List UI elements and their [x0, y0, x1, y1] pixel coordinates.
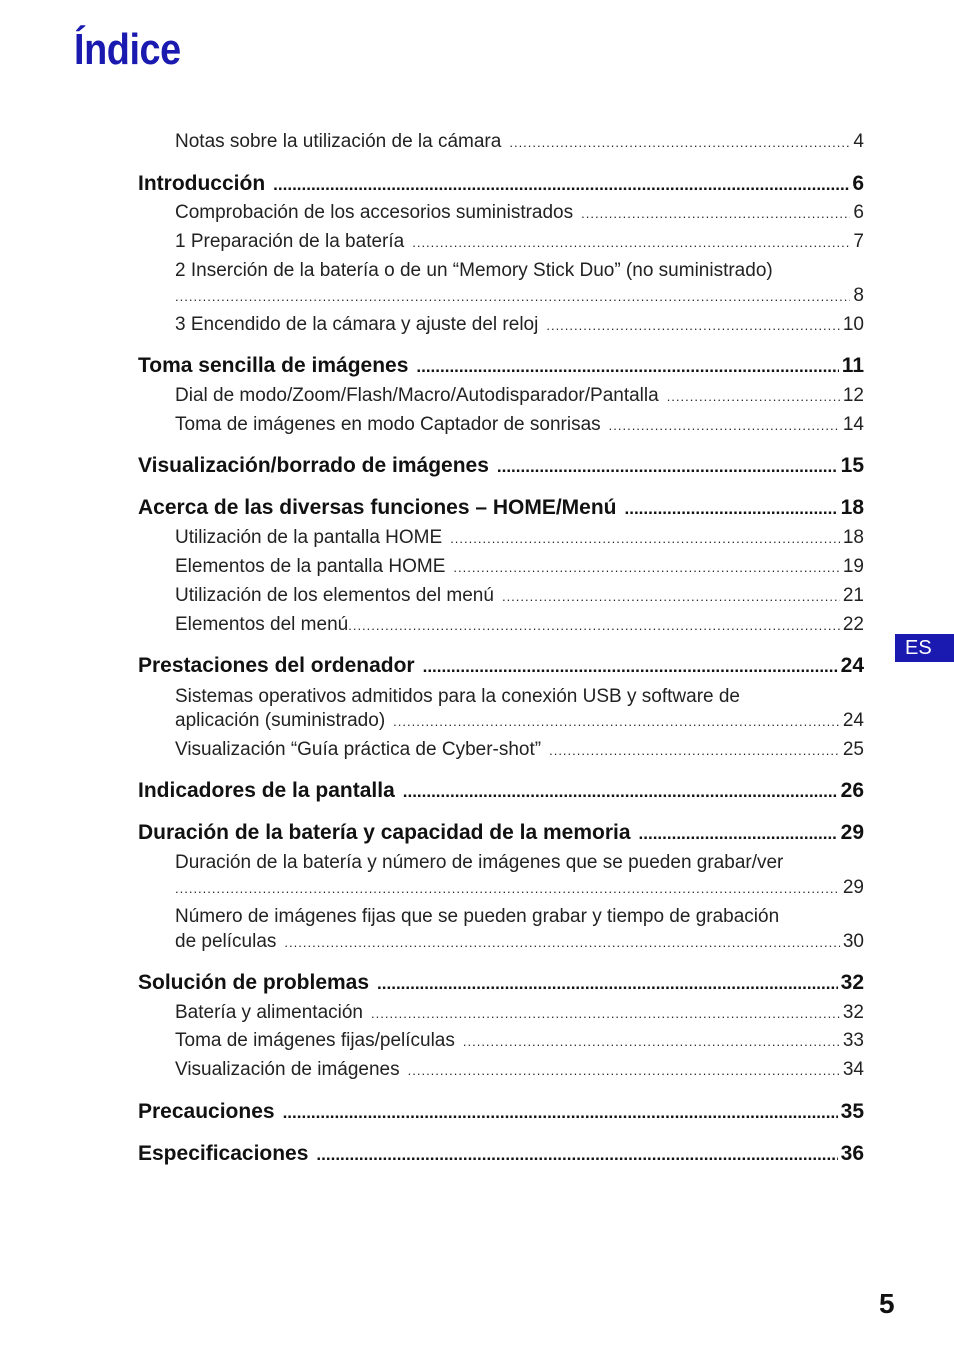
leader-dots	[509, 135, 850, 150]
toc-entry-page: 34	[842, 1059, 864, 1080]
toc-entry[interactable]	[175, 314, 864, 336]
leader-dots	[625, 499, 838, 519]
toc-entry[interactable]	[175, 1002, 864, 1024]
leader-dots	[348, 618, 840, 633]
toc-section-label: Acerca de las diversas funciones – HOME/Menú	[138, 496, 617, 519]
page-number: 5	[879, 1288, 895, 1319]
toc-entry-first-line[interactable]: Duración de la batería y número de imágenes que se pueden grabar/ver	[175, 852, 784, 873]
toc-entry-first-line[interactable]: 2 Inserción de la batería o de un “Memory Stick Duo” (no suministrado)	[175, 260, 773, 281]
toc-entry-page: 12	[842, 385, 864, 406]
leader-dots	[408, 1063, 840, 1078]
toc-entry-page: 8	[853, 285, 864, 306]
toc-entry[interactable]	[175, 585, 864, 607]
toc-section-page: 6	[852, 172, 864, 195]
leader-dots	[175, 289, 850, 304]
toc-entry-page: 19	[842, 556, 864, 577]
leader-dots	[546, 318, 840, 333]
toc-section[interactable]	[138, 1100, 864, 1124]
toc-section-label: Introducción	[138, 172, 266, 195]
language-tab: ES	[895, 634, 954, 662]
toc-section-label: Precauciones	[138, 1100, 275, 1123]
toc-section[interactable]	[138, 1142, 864, 1166]
leader-dots	[463, 1034, 840, 1049]
toc-entry-label: aplicación (suministrado)	[175, 710, 386, 731]
toc-entry[interactable]	[175, 1030, 864, 1052]
toc-section-label: Solución de problemas	[138, 971, 370, 994]
toc-section[interactable]	[138, 971, 864, 995]
toc-entry-label: 3 Encendido de la cámara y ajuste del reloj	[175, 314, 539, 335]
leader-dots	[371, 1006, 840, 1021]
toc-entry[interactable]	[175, 231, 864, 253]
toc-entry[interactable]	[175, 1059, 864, 1081]
leader-dots	[273, 175, 849, 195]
toc-entry[interactable]	[175, 285, 864, 307]
toc-section-page: 26	[840, 779, 864, 802]
toc-section-label: Indicadores de la pantalla	[138, 779, 395, 802]
toc-entry-page: 18	[842, 527, 864, 548]
leader-dots	[423, 657, 838, 677]
toc-entry-page: 21	[842, 585, 864, 606]
toc-entry[interactable]	[175, 877, 864, 899]
toc-entry-page: 25	[842, 739, 864, 760]
leader-dots	[284, 935, 839, 950]
leader-dots	[497, 457, 838, 477]
toc-entry[interactable]	[175, 202, 864, 224]
toc-entry-label: de películas	[175, 931, 277, 952]
toc-entry-label: Visualización de imágenes	[175, 1059, 400, 1080]
leader-dots	[416, 357, 838, 377]
toc-section-page: 29	[840, 821, 864, 844]
toc-entry-label: Notas sobre la utilización de la cámara	[175, 131, 502, 152]
toc-section[interactable]	[138, 454, 864, 478]
toc-section-page: 18	[840, 496, 864, 519]
toc-entry[interactable]	[175, 614, 864, 636]
toc-entry-page: 32	[842, 1002, 864, 1023]
toc-entry-label: 1 Preparación de la batería	[175, 231, 405, 252]
toc-entry-label: Utilización de los elementos del menú	[175, 585, 494, 606]
toc-entry-page: 10	[842, 314, 864, 335]
toc-section-label: Especificaciones	[138, 1142, 309, 1165]
page-title: Índice	[74, 25, 181, 74]
toc-section-label: Prestaciones del ordenador	[138, 654, 415, 677]
leader-dots	[609, 418, 840, 433]
toc-entry-first-line[interactable]: Sistemas operativos admitidos para la conexión USB y software de	[175, 686, 740, 707]
toc-section[interactable]	[138, 354, 864, 378]
toc-entry-page: 33	[842, 1030, 864, 1051]
toc-section-page: 11	[841, 354, 864, 377]
toc-entry-first-line[interactable]: Número de imágenes fijas que se pueden grabar y tiempo de grabación	[175, 906, 780, 927]
toc-section-label: Visualización/borrado de imágenes	[138, 454, 489, 477]
toc-section-page: 32	[840, 971, 864, 994]
toc-section[interactable]	[138, 654, 864, 678]
toc-entry-label: Elementos de la pantalla HOME	[175, 556, 446, 577]
toc-entry-page: 29	[842, 877, 864, 898]
toc-entry-label: Toma de imágenes en modo Captador de sonrisas	[175, 414, 601, 435]
toc-entry-page: 14	[842, 414, 864, 435]
toc-entry[interactable]	[175, 414, 864, 436]
toc-entry-label: Utilización de la pantalla HOME	[175, 527, 443, 548]
leader-dots	[377, 974, 838, 994]
toc-entry[interactable]	[175, 931, 864, 953]
leader-dots	[283, 1103, 838, 1123]
toc-section-page: 36	[840, 1142, 864, 1165]
toc-section[interactable]	[138, 496, 864, 520]
leader-dots	[450, 531, 840, 546]
toc-entry-label: Comprobación de los accesorios suministrados	[175, 202, 574, 223]
toc-entry-label: Batería y alimentación	[175, 1002, 363, 1023]
leader-dots	[639, 824, 838, 844]
toc-entry-page: 7	[853, 231, 864, 252]
toc-section-label: Duración de la batería y capacidad de la memoria	[138, 821, 631, 844]
toc-entry[interactable]	[175, 739, 864, 761]
leader-dots	[581, 206, 850, 221]
toc-entry[interactable]	[175, 131, 864, 153]
toc-entry[interactable]	[175, 527, 864, 549]
toc-entry-page: 6	[853, 202, 864, 223]
leader-dots	[316, 1145, 837, 1165]
leader-dots	[412, 235, 850, 250]
toc-entry-label: Visualización “Guía práctica de Cyber-shot”	[175, 739, 542, 760]
toc-entry-page: 30	[842, 931, 864, 952]
leader-dots	[453, 560, 839, 575]
toc-entry[interactable]	[175, 710, 864, 732]
toc-section[interactable]	[138, 779, 864, 803]
toc-entry-page: 22	[842, 614, 864, 635]
leader-dots	[549, 743, 840, 758]
leader-dots	[403, 782, 838, 802]
toc-entry-label: Dial de modo/Zoom/Flash/Macro/Autodisparador/Pantalla	[175, 385, 659, 406]
toc-entry-label: Toma de imágenes fijas/películas	[175, 1030, 455, 1051]
leader-dots	[175, 881, 840, 896]
leader-dots	[667, 389, 840, 404]
toc-section-label: Toma sencilla de imágenes	[138, 354, 409, 377]
toc-section-page: 35	[840, 1100, 864, 1123]
toc-section[interactable]	[138, 821, 864, 845]
toc-entry-label: Elementos del menú	[175, 614, 349, 635]
toc-entry-page: 4	[853, 131, 864, 152]
toc-section-page: 15	[840, 454, 864, 477]
leader-dots	[502, 589, 840, 604]
toc-entry[interactable]	[175, 556, 864, 578]
leader-dots	[393, 714, 840, 729]
toc-section[interactable]	[138, 172, 864, 196]
toc-entry-page: 24	[842, 710, 864, 731]
toc-entry[interactable]	[175, 385, 864, 407]
toc-section-page: 24	[840, 654, 864, 677]
